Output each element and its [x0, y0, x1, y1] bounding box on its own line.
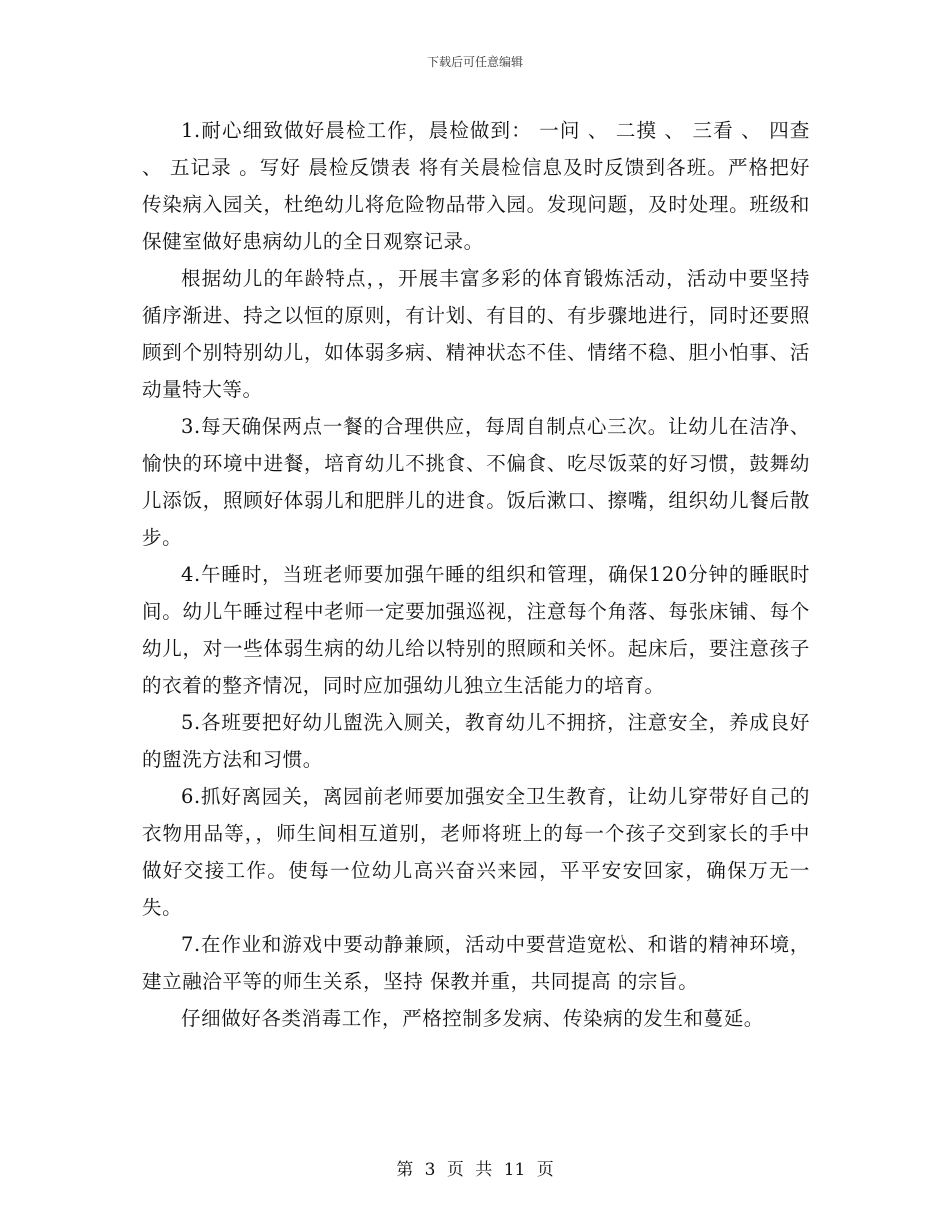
- paragraph-physical-exercise: 根据幼儿的年龄特点，，开展丰富多彩的体育锻炼活动，活动中要坚持循序渐进、持之以恒的原则，有计划、有目的、有步骤地进行，同时还要照顾到个别特别幼儿，如体弱多病、精神状态不佳、情绪不稳、胆小怕事、活动量特大等。: [142, 267, 810, 401]
- page-number: 第 3 页 共 11 页: [396, 1160, 554, 1180]
- paragraph-disinfection: 仔细做好各类消毒工作，严格控制多发病、传染病的发生和蔓延。: [181, 1007, 764, 1030]
- paragraph-activities: 7.在作业和游戏中要动静兼顾，活动中要营造宽松、和谐的精神环境，建立融洽平等的师生关系，坚持 保教并重，共同提高 的宗旨。: [142, 933, 810, 993]
- page-header: 下载后可任意编辑: [426, 55, 523, 69]
- paragraph-departure: 6.抓好离园关，离园前老师要加强安全卫生教育，让幼儿穿带好自己的衣物用品等，，师生间相互道别，老师将班上的每一个孩子交到家长的手中做好交接工作。使每一位幼儿高兴奋兴来园，平平安安回家，确保万无一失。: [142, 785, 810, 919]
- paragraph-washing: 5.各班要把好幼儿盥洗入厕关，教育幼儿不拥挤，注意安全，养成良好的盥洗方法和习惯。: [142, 711, 810, 771]
- paragraph-meals: 3.每天确保两点一餐的合理供应，每周自制点心三次。让幼儿在洁净、愉快的环境中进餐，培育幼儿不挑食、不偏食、吃尽饭菜的好习惯，鼓舞幼儿添饭，照顾好体弱儿和肥胖儿的进食。饭后漱口、擦嘴，组织幼儿餐后散步。: [142, 415, 810, 549]
- paragraph-morning-check: 1.耐心细致做好晨检工作，晨检做到： 一问 、 二摸 、 三看 、 四查 、 五记录 。写好 晨检反馈表 将有关晨检信息及时反馈到各班。严格把好传染病入园关，杜绝幼儿将危险物品带入园。发现问题，及时处理。班级和保健室做好患病幼儿的全日观察记录。: [142, 119, 810, 253]
- document-body: [142, 112, 810, 1037]
- paragraph-nap-time: 4.午睡时，当班老师要加强午睡的组织和管理，确保120分钟的睡眠时间。幼儿午睡过程中老师一定要加强巡视，注意每个角落、每张床铺、每个幼儿，对一些体弱生病的幼儿给以特别的照顾和关怀。起床后，要注意孩子的衣着的整齐情况，同时应加强幼儿独立生活能力的培育。: [142, 563, 810, 697]
